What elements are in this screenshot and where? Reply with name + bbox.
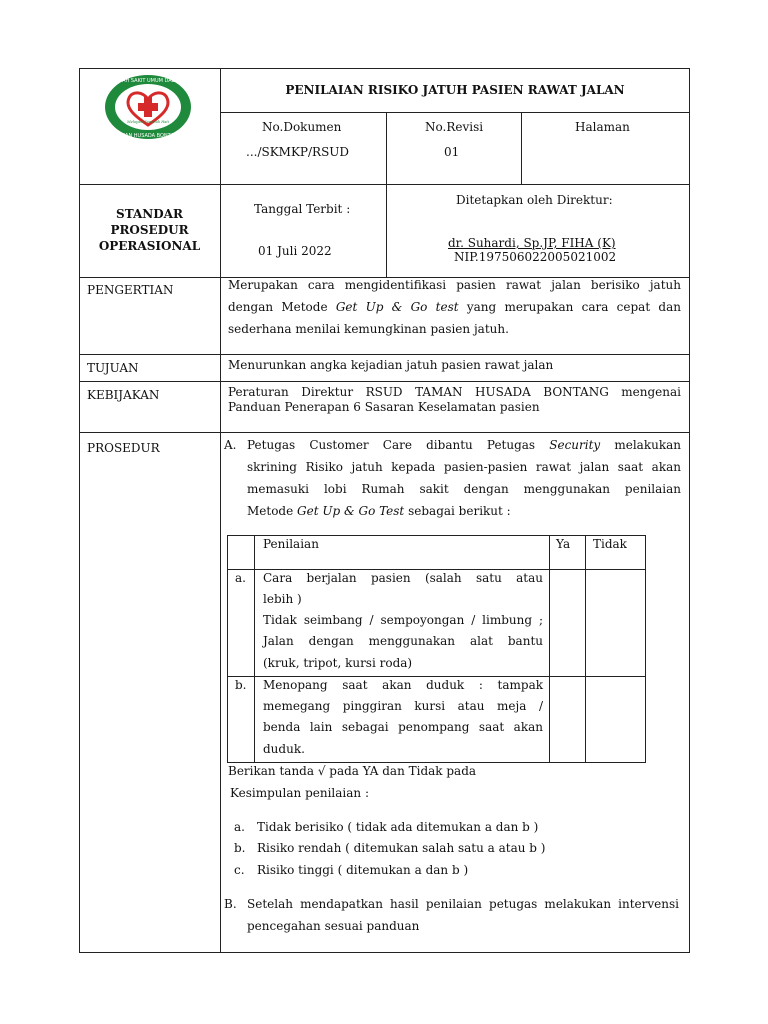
conclusion-b-marker: b.	[234, 841, 246, 855]
conclusion-c-marker: c.	[234, 863, 245, 877]
table-row-a-no: a.	[235, 571, 246, 585]
kebijakan-line-2: Panduan Penerapan 6 Sasaran Keselamatan pasien	[228, 400, 540, 414]
kebijakan-line-1: Peraturan Direktur RSUD TAMAN HUSADA BONTANG mengenai	[228, 385, 681, 399]
revision-value: 01	[444, 145, 460, 159]
revision-label: No.Revisi	[425, 120, 484, 134]
svg-text:RUMAH SAKIT UMUM DAERAH: RUMAH SAKIT UMUM DAERAH	[110, 78, 186, 84]
table-row-a-line-5: (kruk, tripot, kursi roda)	[263, 656, 413, 670]
table-row-a-line-4: Jalan dengan menggunakan alat bantu	[263, 634, 543, 648]
pengertian-line-2	[228, 296, 681, 318]
pengertian-line-1: Merupakan cara mengidentifikasi pasien rawat jalan berisiko jatuh	[228, 278, 681, 292]
conclusion-c-text: Risiko tinggi ( ditemukan a dan b )	[257, 863, 469, 877]
pengertian-label: PENGERTIAN	[87, 283, 174, 297]
tujuan-label: TUJUAN	[87, 361, 139, 375]
kebijakan-label: KEBIJAKAN	[87, 388, 160, 402]
prosedur-a-line-3: memasuki lobi Rumah sakit dengan menggunakan penilaian	[247, 482, 681, 496]
table-row-b-line-1: Menopang saat akan duduk : tampak	[263, 678, 543, 692]
table-header-penilaian: Penilaian	[263, 537, 319, 551]
prosedur-b-line-2: pencegahan sesuai panduan	[247, 919, 420, 933]
table-row-a-line-3: Tidak seimbang / sempoyongan / limbung ;	[263, 613, 543, 627]
a-line4-italic: Get Up & Go Test	[297, 504, 405, 518]
director-name: dr. Suhardi, Sp.JP, FIHA (K)	[448, 236, 616, 250]
pengertian-line-2-end: yang merupakan cara cepat dan	[466, 300, 681, 314]
issue-date-value: 01 Juli 2022	[258, 244, 332, 258]
hospital-logo	[103, 73, 193, 141]
checkmark-instruction: Berikan tanda √ pada YA dan Tidak pada	[228, 764, 477, 778]
prosedur-label: PROSEDUR	[87, 441, 160, 455]
director-label: Ditetapkan oleh Direktur:	[456, 193, 613, 207]
conclusion-a-marker: a.	[234, 820, 245, 834]
kesimpulan-label: Kesimpulan penilaian :	[230, 786, 369, 800]
pengertian-text	[228, 274, 681, 340]
prosedur-b-line-1: Setelah mendapatkan hasil penilaian petugas melakukan intervensi	[247, 897, 679, 911]
document-title: PENILAIAN RISIKO JATUH PASIEN RAWAT JALAN	[285, 83, 625, 97]
a-line4-post: sebagai berikut :	[408, 504, 511, 518]
spo-title-line2: PROSEDUR	[110, 223, 189, 237]
spo-title-line1: STANDAR	[116, 207, 183, 221]
conclusion-a-text: Tidak berisiko ( tidak ada ditemukan a dan b )	[257, 820, 539, 834]
table-header-ya: Ya	[556, 537, 571, 551]
prosedur-a-line-4	[247, 503, 511, 519]
table-header-tidak: Tidak	[593, 537, 627, 551]
spo-title-line3: OPERASIONAL	[98, 239, 201, 253]
doc-number-label: No.Dokumen	[262, 120, 342, 134]
prosedur-a-marker: A.	[224, 438, 237, 452]
table-row-a-line-2: lebih )	[263, 592, 302, 606]
table-row-b-line-3: benda lain sebagai penompang saat akan	[263, 720, 543, 734]
prosedur-a-line-2: skrining Risiko jatuh kepada pasien-pasien rawat jalan saat akan	[247, 460, 681, 474]
tujuan-text: Menurunkan angka kejadian jatuh pasien rawat jalan	[228, 358, 554, 372]
prosedur-b-marker: B.	[224, 897, 237, 911]
a-line1-post: melakukan	[614, 438, 681, 452]
table-row-b-line-4: duduk.	[263, 742, 305, 756]
prosedur-a-line-1	[247, 437, 681, 453]
a-line1-pre: Petugas Customer Care dibantu Petugas	[247, 438, 536, 452]
pengertian-metode: dengan Metode	[228, 300, 328, 314]
a-line1-italic: Security	[549, 438, 601, 452]
issue-date-label: Tanggal Terbit :	[254, 202, 351, 216]
pengertian-method-name: Get Up & Go test	[335, 300, 459, 314]
svg-text:TAMAN HUSADA BONTANG: TAMAN HUSADA BONTANG	[114, 133, 182, 139]
table-row-b-line-2: memegang pinggiran kursi atau meja /	[263, 699, 543, 713]
table-row-a-line-1: Cara berjalan pasien (salah satu atau	[263, 571, 543, 585]
doc-number-value: .../SKMKP/RSUD	[246, 145, 350, 159]
pengertian-line-3: sederhana menilai kemungkinan pasien jatuh.	[228, 322, 509, 336]
director-nip: NIP.197506022005021002	[454, 250, 617, 264]
svg-text:Melayani Sepenuh Hati: Melayani Sepenuh Hati	[127, 120, 169, 124]
a-line4-pre: Metode	[247, 504, 294, 518]
page-label: Halaman	[575, 120, 630, 134]
table-row-b-no: b.	[235, 678, 247, 692]
conclusion-b-text: Risiko rendah ( ditemukan salah satu a atau b )	[257, 841, 546, 855]
